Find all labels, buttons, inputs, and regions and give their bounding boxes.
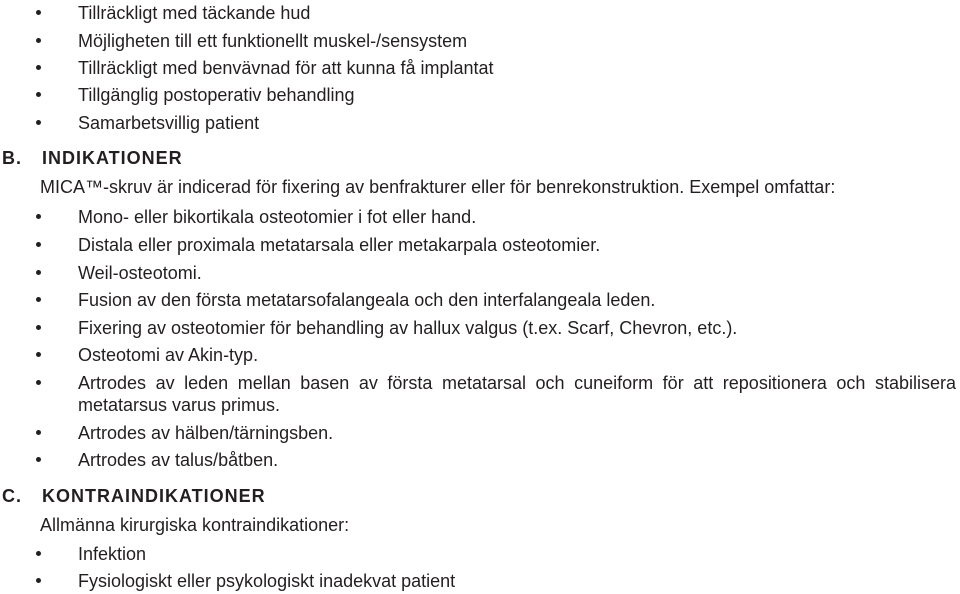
list-item-text: Tillräckligt med benvävnad för att kunna få implantat (78, 58, 494, 78)
list-item-text: Artrodes av talus/båtben. (78, 450, 279, 470)
bullet-icon (36, 242, 41, 247)
bullet-icon (36, 38, 41, 43)
bullet-icon (36, 352, 41, 357)
list-item-text: Artrodes av leden mellan basen av första metatarsal och cuneiform för att repositionera och stabilisera metatarsus varus primus. (78, 373, 956, 415)
list-item-text: Tillgänglig postoperativ behandling (78, 85, 355, 105)
bullet-icon (36, 270, 41, 275)
list-item-text: Infektion (78, 544, 147, 564)
bullet-icon (36, 297, 41, 302)
section-intro: Allmänna kirurgiska kontraindikationer: (40, 515, 350, 535)
bullet-icon (36, 551, 41, 556)
list-item-text: Artrodes av hälben/tärningsben. (78, 423, 334, 443)
list-item-text: Möjligheten till ett funktionellt muskel-/sensystem (78, 31, 468, 51)
bullet-icon (36, 430, 41, 435)
bullet-icon (36, 214, 41, 219)
list-item-text: Distala eller proximala metatarsala eller metakarpala osteotomier. (78, 235, 601, 255)
section-letter: C. (2, 486, 22, 506)
list-item-text: Samarbetsvillig patient (78, 113, 260, 133)
bullet-icon (36, 578, 41, 583)
list-item (36, 372, 956, 416)
list-item-text: Fusion av den första metatarsofalangeala och den interfalangeala leden. (78, 290, 656, 310)
list-item-text: Fysiologiskt eller psykologiskt inadekvat patient (78, 571, 456, 591)
section-title: INDIKATIONER (42, 148, 183, 168)
bullet-icon (36, 380, 41, 385)
list-item-text: Fixering av osteotomier för behandling av hallux valgus (t.ex. Scarf, Chevron, etc.). (78, 318, 738, 338)
section-letter: B. (2, 148, 22, 168)
list-item-text: Mono- eller bikortikala osteotomier i fot eller hand. (78, 207, 477, 227)
list-item-text: Osteotomi av Akin-typ. (78, 345, 259, 365)
section-title: KONTRAINDIKATIONER (42, 486, 266, 506)
bullet-icon (36, 92, 41, 97)
bullet-icon (36, 325, 41, 330)
list-item-text: Tillräckligt med täckande hud (78, 3, 311, 23)
bullet-icon (36, 65, 41, 70)
bullet-icon (36, 10, 41, 15)
list-item-text: Weil-osteotomi. (78, 263, 202, 283)
bullet-icon (36, 120, 41, 125)
section-intro: MICA™-skruv är indicerad för fixering av benfrakturer eller för benrekonstruktion. Exempel omfattar: (40, 177, 836, 197)
bullet-icon (36, 457, 41, 462)
